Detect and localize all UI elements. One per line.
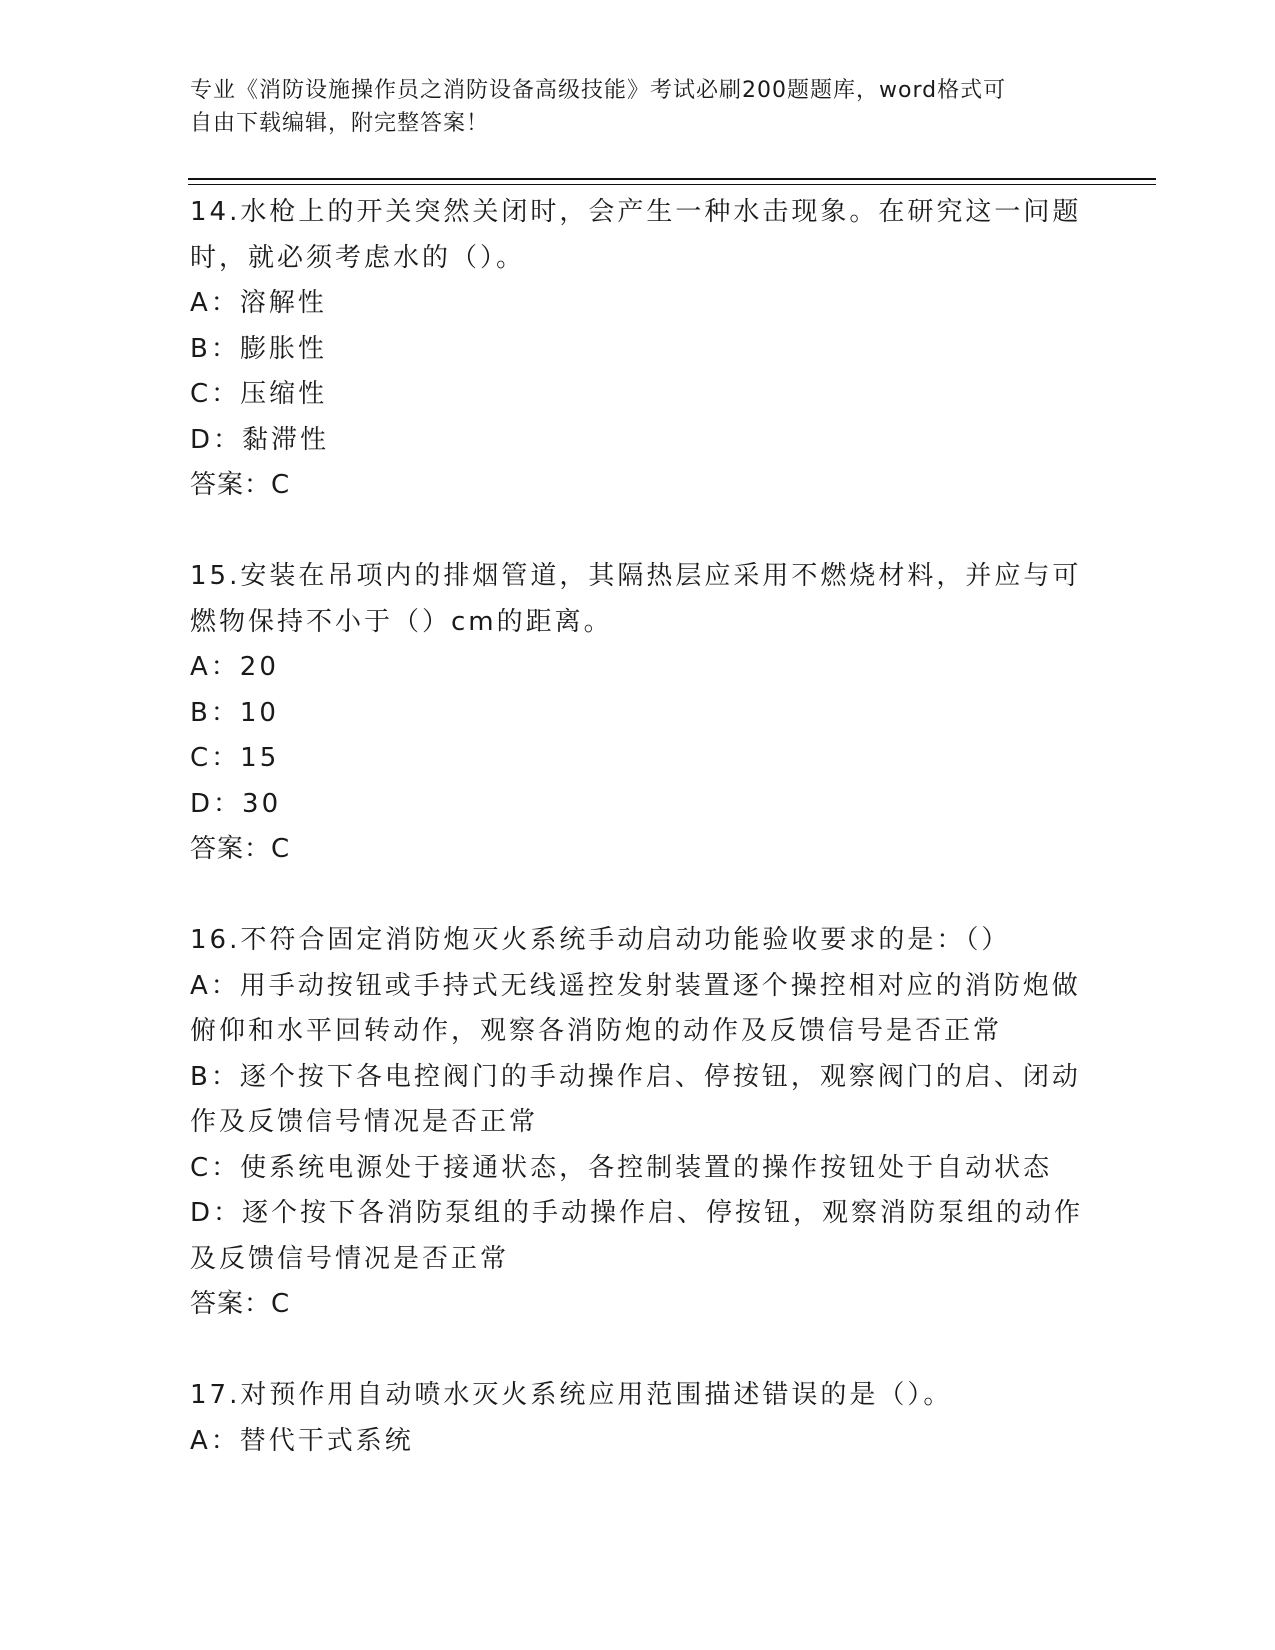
- question-stem-line: 17.对预作用自动喷水灭火系统应用范围描述错误的是（）。: [190, 1380, 953, 1410]
- option-c: C：15: [190, 743, 280, 773]
- question-item: [190, 1373, 1090, 1464]
- question-spacer: [190, 1328, 1090, 1374]
- header-line: 自由下载编辑，附完整答案！: [190, 111, 490, 136]
- option-a: A：用手动按钮或手持式无线遥控发射装置逐个操控相对应的消防炮做: [190, 970, 1081, 1001]
- header-line: 专业《消防设施操作员之消防设备高级技能》考试必刷200题题库，word格式可: [190, 78, 1007, 103]
- question-item: [190, 190, 1090, 509]
- question-item: [190, 554, 1090, 873]
- header-divider-thick: [188, 178, 1156, 180]
- option-b: B：膨胀性: [190, 333, 327, 364]
- option-b: B：10: [190, 697, 279, 728]
- question-stem-line: 15.安装在吊项内的排烟管道，其隔热层应采用不燃烧材料，并应与可: [190, 561, 1082, 591]
- question-stem-line: 时，就必须考虑水的（）。: [190, 242, 526, 273]
- answer-label: 答案：C: [190, 834, 291, 864]
- option-a: A：溶解性: [190, 288, 327, 318]
- document-header: [190, 74, 1070, 140]
- option-b: B：逐个按下各电控阀门的手动操作启、停按钮，观察阀门的启、闭动: [190, 1061, 1081, 1092]
- header-divider-thin: [188, 184, 1156, 185]
- option-d: D：黏滞性: [190, 424, 330, 455]
- option-d-continued: 及反馈信号情况是否正常: [190, 1243, 510, 1274]
- option-a-continued: 俯仰和水平回转动作，观察各消防炮的动作及反馈信号是否正常: [190, 1016, 1003, 1046]
- answer-label: 答案：C: [190, 470, 291, 500]
- question-stem-line: 16.不符合固定消防炮灭火系统手动启动功能验收要求的是：（）: [190, 925, 1011, 955]
- question-spacer: [190, 509, 1090, 555]
- question-spacer: [190, 873, 1090, 919]
- option-b-continued: 作及反馈信号情况是否正常: [190, 1107, 539, 1137]
- option-d: D：30: [190, 788, 282, 819]
- option-a: A：替代干式系统: [190, 1425, 414, 1456]
- option-c: C：使系统电源处于接通状态，各控制装置的操作按钮处于自动状态: [190, 1152, 1053, 1183]
- question-item: [190, 918, 1090, 1328]
- answer-label: 答案：C: [190, 1289, 291, 1319]
- question-list: [190, 190, 1090, 1464]
- question-stem-line: 燃物保持不小于（）cm的距离。: [190, 606, 613, 637]
- option-c: C：压缩性: [190, 379, 328, 409]
- option-a: A：20: [190, 652, 279, 682]
- question-stem-line: 14.水枪上的开关突然关闭时，会产生一种水击现象。在研究这一问题: [190, 197, 1082, 227]
- option-d: D：逐个按下各消防泵组的手动操作启、停按钮，观察消防泵组的动作: [190, 1198, 1084, 1228]
